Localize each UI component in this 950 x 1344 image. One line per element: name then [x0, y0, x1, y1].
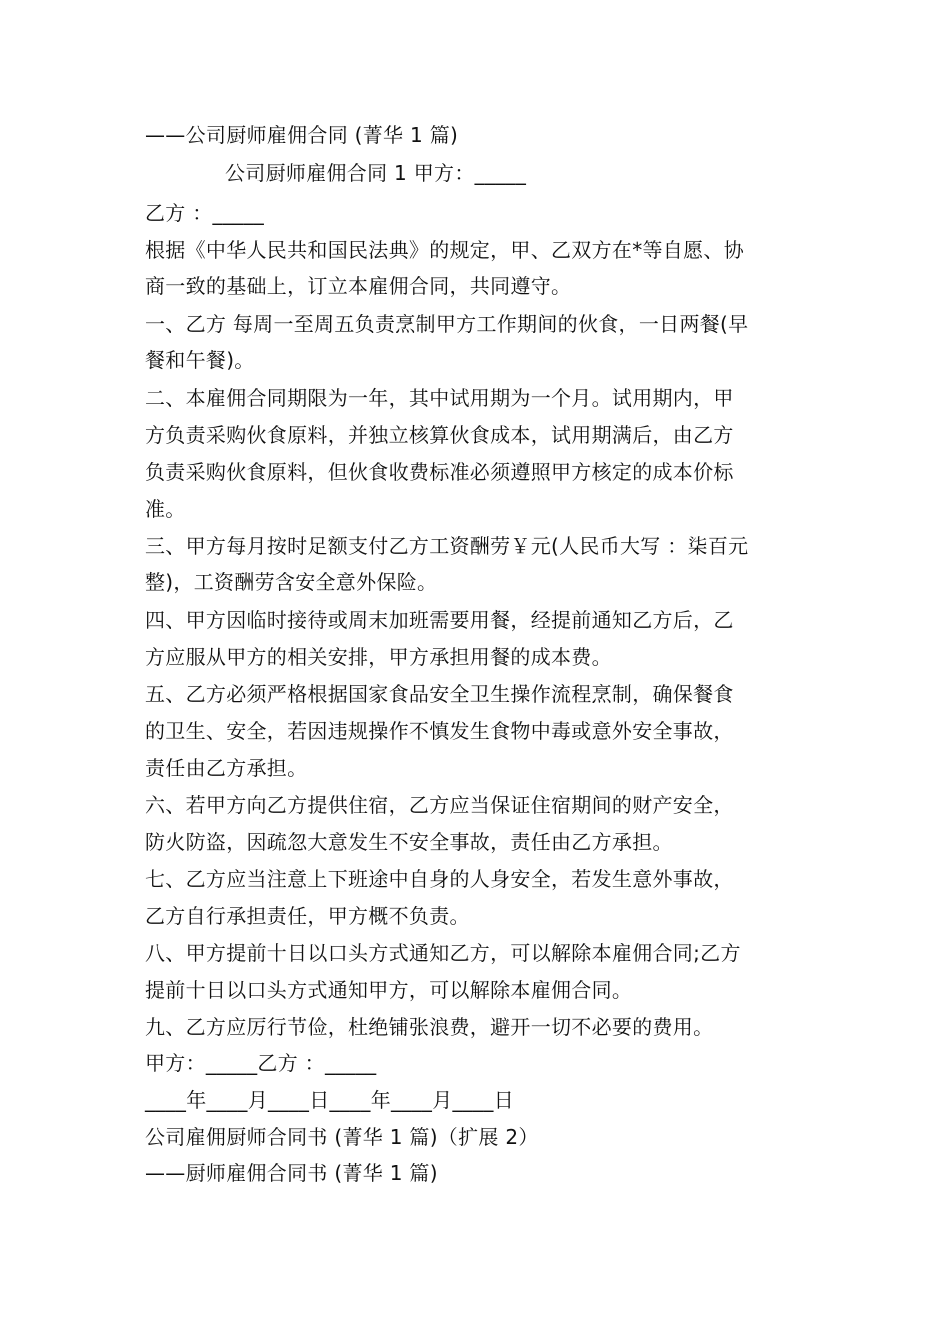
- clause-7-line-2: 乙方自行承担责任，甲方概不负责。: [145, 904, 470, 928]
- clause-5-line-2: 的卫生、安全，若因违规操作不慎发生食物中毒或意外安全事故，: [145, 719, 734, 743]
- clause-2-line-1: 二、本雇佣合同期限为一年，其中试用期为一个月。试用期内，甲: [145, 386, 734, 410]
- clause-3-line-1: 三、甲方每月按时足额支付乙方工资酬劳￥元(人民币大写 ：柒百元: [145, 534, 749, 558]
- clause-4-line-2: 方应服从甲方的相关安排，甲方承担用餐的成本费。: [145, 645, 612, 669]
- clause-9-line: 九、乙方应厉行节俭，杜绝铺张浪费，避开一切不必要的费用。: [145, 1015, 714, 1039]
- contract-title-party-a: 公司厨师雇佣合同 1 甲方：_____: [225, 161, 527, 185]
- clause-2-line-4: 准。: [145, 497, 186, 521]
- clause-8-line-2: 提前十日以口头方式通知甲方，可以解除本雇佣合同。: [145, 978, 633, 1002]
- clause-1-line-2: 餐和午餐)。: [145, 348, 255, 372]
- clause-4-line-1: 四、甲方因临时接待或周末加班需要用餐，经提前通知乙方后，乙: [145, 608, 734, 632]
- clause-8-line-1: 八、甲方提前十日以口头方式通知乙方，可以解除本雇佣合同;乙方: [145, 941, 741, 965]
- preamble-line-2: 商一致的基础上，订立本雇佣合同，共同遵守。: [145, 274, 572, 298]
- document-heading: ——公司厨师雇佣合同 (菁华 1 篇): [145, 123, 459, 147]
- clause-2-line-3: 负责采购伙食原料，但伙食收费标准必须遵照甲方核定的成本价标: [145, 460, 734, 484]
- party-b-line: 乙方 ：_____: [145, 201, 265, 225]
- extension-title-1: 公司雇佣厨师合同书 (菁华 1 篇)（扩展 2）: [145, 1125, 539, 1149]
- clause-2-line-2: 方负责采购伙食原料，并独立核算伙食成本，试用期满后，由乙方: [145, 423, 734, 447]
- extension-title-2: ——厨师雇佣合同书 (菁华 1 篇): [145, 1161, 438, 1185]
- clause-6-line-2: 防火防盗，因疏忽大意发生不安全事故，责任由乙方承担。: [145, 830, 673, 854]
- clause-1-line-1: 一、乙方 每周一至周五负责烹制甲方工作期间的伙食，一日两餐(早: [145, 312, 749, 336]
- date-line: ____年____月____日____年____月____日: [145, 1088, 514, 1112]
- clause-5-line-1: 五、乙方必须严格根据国家食品安全卫生操作流程烹制，确保餐食: [145, 682, 734, 706]
- preamble-line-1: 根据《中华人民共和国民法典》的规定，甲、乙双方在*等自愿、协: [145, 238, 744, 262]
- signature-line: 甲方：_____乙方 ：_____: [145, 1051, 377, 1075]
- clause-6-line-1: 六、若甲方向乙方提供住宿，乙方应当保证住宿期间的财产安全，: [145, 793, 734, 817]
- clause-7-line-1: 七、乙方应当注意上下班途中自身的人身安全，若发生意外事故，: [145, 867, 734, 891]
- clause-3-line-2: 整)，工资酬劳含安全意外保险。: [145, 570, 438, 594]
- clause-5-line-3: 责任由乙方承担。: [145, 756, 308, 780]
